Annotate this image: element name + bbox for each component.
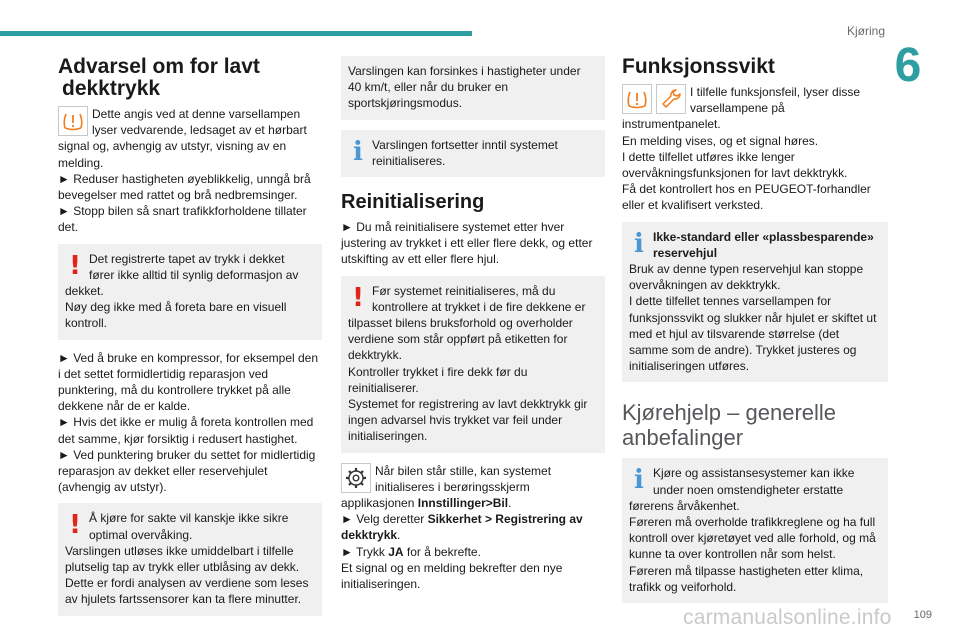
- section-title-failure: Funksjonssvikt: [622, 55, 775, 78]
- failure-paragraph: I tilfelle funksjonsfeil, lyser disse varsellampene på instrumentpanelet. En melding vises, og et signal høres. I dette tilfellet utføres ikke lenger overvåkningsfunksjonen for lavt dekktrykk. Få det kontrollert hos en PEUGEOT-forhandler eller et kvalifisert verksted.: [622, 85, 871, 213]
- info-icon: i: [634, 465, 644, 496]
- exclamation-warning-icon: !: [69, 250, 81, 281]
- settings-gear-icon: [341, 463, 371, 493]
- tyre-pressure-warning-icon: [622, 84, 652, 114]
- chapter-number: 6: [894, 39, 922, 92]
- info-icon: i: [634, 228, 644, 259]
- column-middle: [341, 56, 605, 592]
- instruction-step: ► Du må reinitialisere systemet etter hver justering av trykket i ett eller flere dekk, og etter utskifting av ett eller flere hjul.: [341, 220, 593, 267]
- section-title-driving-aids: Kjørehjelp – generelle anbefalinger: [622, 400, 837, 451]
- warning-box: ! Å kjøre for sakte vil kanskje ikke sikre optimal overvåking. Varslingen utløses ikke umiddelbart i tilfelle plutselig tap av trykk eller utblåsing av dekk. Dette er fordi analysen av verdiene som leses av hjulets fartssensorer kan ta flere minutter.: [58, 503, 322, 615]
- instruction-step: ► Stopp bilen så snart trafikkforholdene tillater det.: [58, 204, 307, 235]
- info-box: i Ikke-standard eller «plassbesparende» reservehjul Bruk av denne typen reservehjul kan stoppe overvåkningen av dekktrykk. I dette tilfellet tennes varsellampen for funksjonssvikt og slukker når hjulet er skiftet ut med et hjul av tilsvarende størrelse (det samme som de andre). Trykket justeres og initialiseringen utføres.: [622, 222, 888, 383]
- watermark: carmanualsonline.info: [683, 606, 892, 629]
- running-header: Kjøring: [846, 24, 885, 38]
- exclamation-warning-icon: !: [69, 510, 81, 541]
- page-number: 109: [913, 609, 932, 621]
- exclamation-warning-icon: !: [352, 282, 364, 313]
- instruction-step: ► Reduser hastigheten øyeblikkelig, unngå brå bevegelser med rattet og brå nedbremsinger.: [58, 171, 311, 203]
- procedure-paragraph: Når bilen står stille, kan systemet initialiseres i berøringsskjerm applikasjonen Innstillinger>Bil. ► Velg deretter Sikkerhet > Registrering av dekktrykk. ► Trykk JA for å bekrefte. Et signal og en melding bekrefter den nye initialiseringen.: [341, 463, 583, 592]
- warning-box: ! Det registrerte tapet av trykk i dekket fører ikke alltid til synlig deformasjon av dekket. Nøy deg ikke med å foreta bare en visuell kontroll.: [58, 244, 322, 340]
- warning-box: ! Før systemet reinitialiseres, må du kontrollere at trykket i de fire dekkene er tilpasset bilens bruksforhold og overholder verdiene som står oppført på etiketten for dekktrykk. Kontroller trykket i fire dekk før du reinitialiserer. Systemet for registrering av lavt dekktrykk gir ingen advarsel hvis trykket var feil under initialiseringen.: [341, 276, 605, 453]
- section-title-reinit: Reinitialisering: [341, 191, 485, 214]
- info-box: i Kjøre og assistansesystemer kan ikke under noen omstendigheter erstatte førerens årvåkenhet. Føreren må overholde trafikkreglene og ha full kontroll over kjøretøyet ved alle forhold, og må kunne ta over kontrollen når som helst. Føreren må tilpasse hastigheten etter klima, trafikk og veiforhold.: [622, 458, 888, 603]
- info-box: i Varslingen fortsetter inntil systemet reinitialiseres.: [341, 130, 605, 177]
- header-accent-bar: [0, 31, 472, 36]
- instruction-step: ► Hvis det ikke er mulig å foreta kontrollen med det samme, kjør forsiktig i redusert hastighet.: [58, 415, 314, 446]
- instruction-step: ► Ved å bruke en kompressor, for eksempel den i det settet formidlertidig reparasjon ved punktering, må du kontrollere trykket på alle dekkene når de er kalde.: [58, 350, 319, 414]
- note-box: Varslingen kan forsinkes i hastigheter under 40 km/t, eller når du bruker en sportskjøringsmodus.: [341, 56, 605, 120]
- column-right: [622, 56, 888, 613]
- info-icon: i: [353, 136, 363, 167]
- column-left: [58, 56, 322, 626]
- section-title-low-pressure: Advarsel om for lavt dekktrykk: [58, 55, 260, 100]
- wrench-service-icon: [656, 84, 686, 114]
- intro-paragraph: Dette angis ved at denne varsellampen lyser vedvarende, ledsaget av et hørbart signal og, avhengig av utstyr, visning av en melding.: [58, 107, 307, 170]
- instruction-step: ► Ved punktering bruker du settet for midlertidig reparasjon av dekket eller reservehjulet (avhengig av utstyr).: [58, 447, 316, 495]
- tyre-pressure-warning-icon: [58, 106, 88, 136]
